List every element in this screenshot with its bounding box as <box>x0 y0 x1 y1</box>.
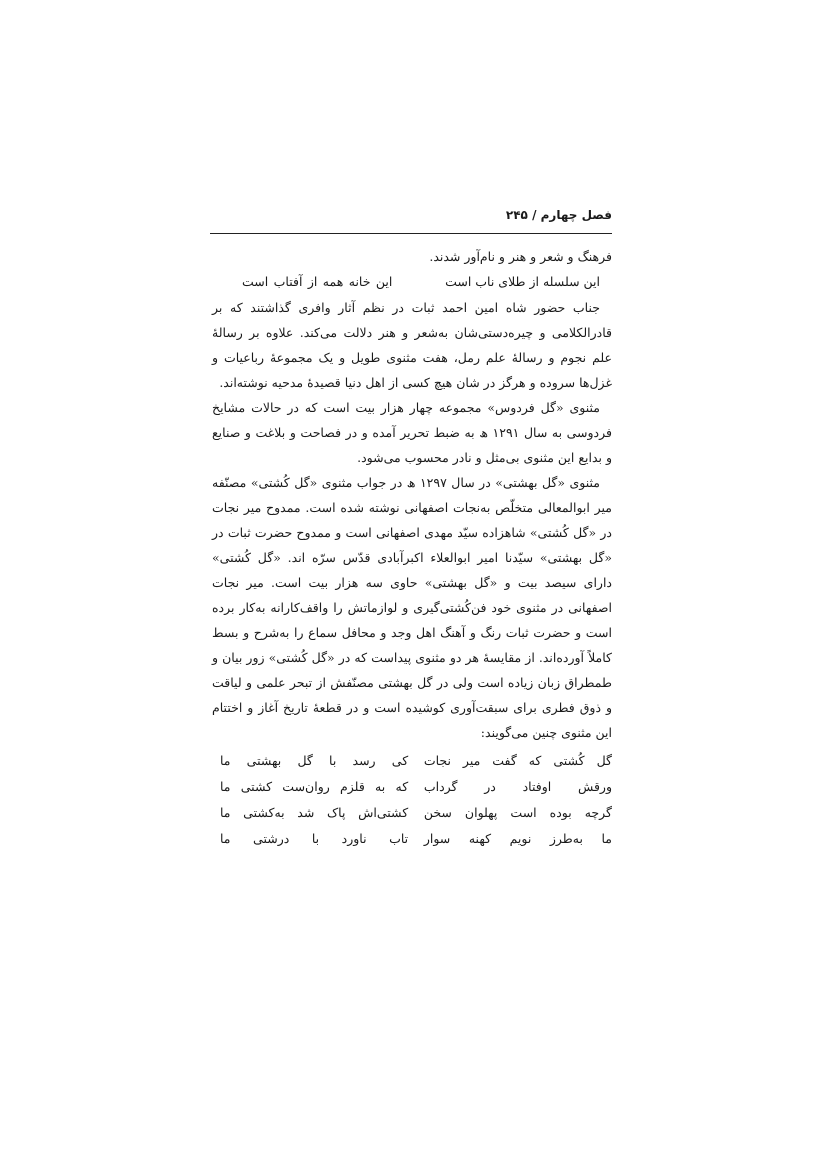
verse-line <box>212 269 612 295</box>
poem <box>212 748 612 852</box>
hemistich-second: کی رسد با گل بهشتی ما <box>220 753 409 768</box>
hemistich-first: این سلسله از طلای ناب است <box>445 274 600 289</box>
poem-verse <box>212 774 612 800</box>
poem-verse <box>212 800 612 826</box>
hemistich-first: گرچه بوده است پهلوان سخن <box>423 805 612 820</box>
hemistich-first: ورقش اوفتاد در گرداب <box>423 779 612 794</box>
poem-verse <box>212 826 612 852</box>
chapter-title: فصل چهارم <box>540 208 612 222</box>
paragraph-gol-beheshti: مثنوی «گل بهشتی» در سال ۱۲۹۷ ھ در جواب مثنوی «گل کُشتی» مصنّفه میر ابوالمعالی متخلّص به‌نجات اصفهانی نوشته شده است. ممدوح میر نجات در «گل کُشتی» شاهزاده سیّد مهدی اصفهانی است و ممدوح حضرت ثبات در «گل بهشتی» سیّدنا امیر ابوالعلاء اکبرآبادی قدّس سرّه اند. «گل کُشتی» دارای سیصد بیت و «گل بهشتی» حاوی سه هزار بیت است. میر نجات اصفهانی در مثنوی خود فن‌کُشتی‌گیری و لوازماتش را واقف‌کارانه به‌کار برده است و حضرت ثبات رنگ و آهنگ اهل وجد و محافل سماع را به‌شرح و بسط کاملاً آورده‌اند. از مقایسهٔ هر دو مثنوی پیداست که در «گل کُشتی» زور بیان و طمطراق زبان زیاده است ولی در گل بهشتی مصنّفش از تبحر علمی و لیاقت و ذوق فطری برای سبقت‌آوری کوشیده است و در قطعهٔ تاریخ آغاز و اختتام این مثنوی چنین می‌گویند: <box>212 475 612 740</box>
hemistich-first: گل کُشتی که گفت میر نجات <box>423 753 612 768</box>
paragraph-intro: فرهنگ و شعر و هنر و نام‌آور شدند. <box>429 249 612 264</box>
running-header <box>210 205 612 234</box>
hemistich-second: که به قلزم روان‌ست کشتی ما <box>220 779 409 794</box>
hemistich-second: کشتی‌اش پاک شد به‌کشتی ما <box>220 805 409 820</box>
hemistich-second: این خانه همه از آفتاب است <box>242 274 393 289</box>
paragraph-works: جناب حضور شاه امین احمد ثبات در نظم آثار وافری گذاشتند که بر قادرالکلامی و چیره‌دستی‌شان به‌شعر و هنر دلالت می‌کند. علاوه بر رسالهٔ علم نجوم و رسالهٔ علم رمل، هفت مثنوی طویل و یک مجموعهٔ رباعیات و غزل‌ها سروده و هرگز در شان هیچ کسی از اهل دنیا قصیدهٔ مدحیه نوشته‌اند. <box>212 300 612 390</box>
hemistich-second: تاب ناورد با درشتی ما <box>220 831 409 846</box>
paragraph-gol-ferdows: مثنوی «گل فردوس» مجموعه چهار هزار بیت است که در حالات مشایخ فردوسی به سال ۱۲۹۱ ھ به ضبط تحریر آمده و در فصاحت و بلاغت و صنایع و بدایع این مثنوی بی‌مثل و نادر محسوب می‌شود. <box>212 400 612 465</box>
poem-verse <box>212 748 612 774</box>
hemistich-first: ما به‌طرز نویم کهنه سوار <box>423 831 612 846</box>
header-separator: / <box>532 208 537 222</box>
page-body <box>212 244 612 852</box>
page-number: ۲۴۵ <box>505 208 528 222</box>
